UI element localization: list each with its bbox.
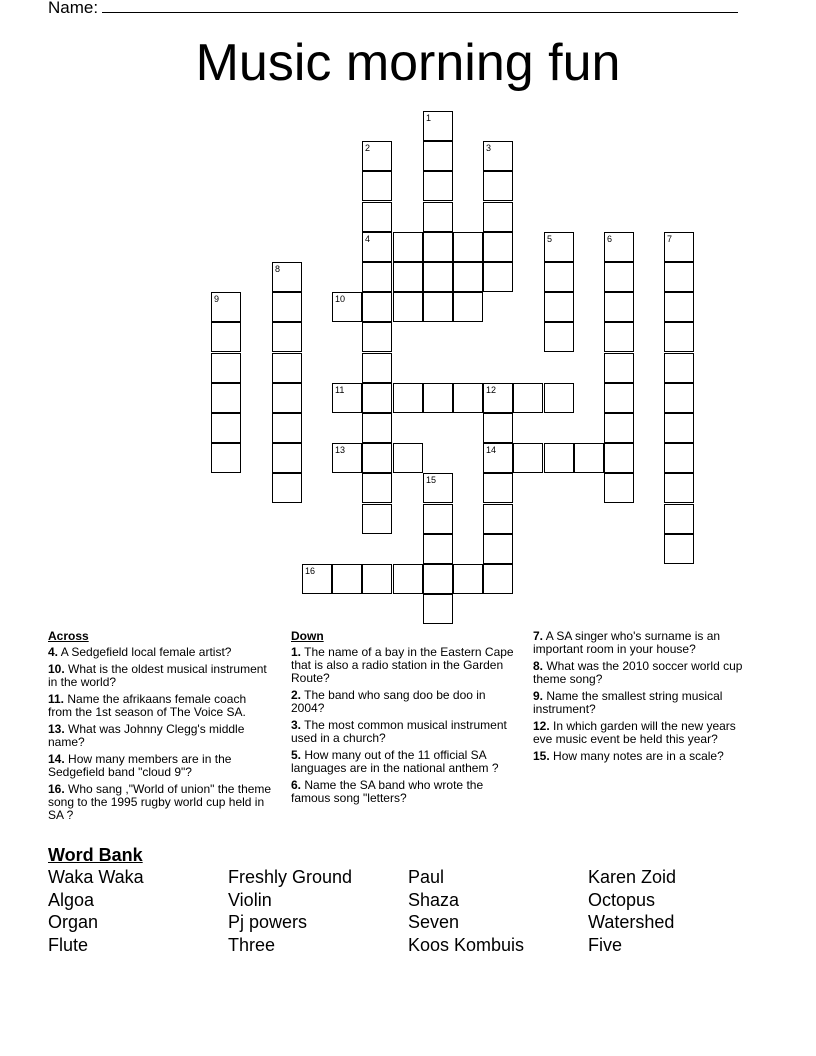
- clue-item: [533, 660, 758, 686]
- grid-cell[interactable]: [664, 504, 694, 534]
- grid-cell[interactable]: [604, 232, 634, 262]
- word-bank-item: Freshly Ground: [228, 867, 353, 887]
- clue-number: 10: [335, 294, 346, 304]
- clue-number: 4: [365, 234, 371, 244]
- grid-cell[interactable]: [423, 564, 453, 594]
- grid-cell[interactable]: [272, 322, 302, 352]
- grid-cell[interactable]: [544, 292, 574, 322]
- clue-number: 14: [486, 445, 497, 455]
- clue-number: 9: [214, 294, 220, 304]
- clue-number-label: 1.: [291, 645, 302, 659]
- clue-number-label: 9.: [533, 689, 544, 703]
- clue-text: The most common musical instrument used in a church?: [291, 718, 507, 745]
- grid-cell[interactable]: [453, 262, 483, 292]
- grid-cell[interactable]: [483, 232, 513, 262]
- grid-cell[interactable]: [393, 383, 423, 413]
- grid-cell[interactable]: [362, 564, 392, 594]
- grid-cell[interactable]: [664, 413, 694, 443]
- grid-cell[interactable]: [423, 292, 453, 322]
- grid-cell[interactable]: [664, 262, 694, 292]
- grid-cell[interactable]: [302, 564, 332, 594]
- clue-text: Name the SA band who wrote the famous song "letters?: [291, 778, 484, 805]
- word-bank-item: Waka Waka: [48, 867, 144, 887]
- clue-text: A SA singer who's surname is an important room in your house?: [533, 629, 721, 656]
- clue-item: [291, 779, 519, 805]
- clue-text: Name the smallest string musical instrument?: [533, 689, 723, 716]
- page-title: Music morning fun: [195, 34, 621, 92]
- word-bank-item: Five: [588, 935, 623, 956]
- clue-number-label: 16.: [48, 782, 65, 796]
- grid-cell[interactable]: [362, 473, 392, 503]
- word-bank-item: Karen Zoid: [588, 867, 677, 887]
- word-bank-item: Seven: [408, 912, 460, 933]
- grid-cell[interactable]: [211, 322, 241, 352]
- clue-text: How many out of the 11 official SA languages are in the national anthem ?: [291, 748, 499, 775]
- down-clue-list: [291, 646, 519, 805]
- clue-item: [48, 693, 273, 719]
- grid-cell[interactable]: [544, 232, 574, 262]
- clue-number-label: 2.: [291, 688, 302, 702]
- grid-cell[interactable]: [362, 292, 392, 322]
- word-bank-item: Octopus: [588, 889, 656, 910]
- across-clue-list: [48, 646, 273, 822]
- word-bank-item: Flute: [48, 935, 89, 956]
- clue-number-label: 5.: [291, 748, 302, 762]
- grid-cell[interactable]: [544, 383, 574, 413]
- clue-item: [533, 630, 758, 656]
- word-bank-item: Paul: [408, 867, 445, 887]
- clue-text: Who sang ,"World of union" the theme song to the 1995 rugby world cup held in SA ?: [48, 782, 272, 822]
- grid-cell[interactable]: [664, 353, 694, 383]
- grid-cell[interactable]: [604, 292, 634, 322]
- grid-cell[interactable]: [664, 443, 694, 473]
- clue-number-label: 15.: [533, 749, 550, 763]
- grid-cell[interactable]: [453, 564, 483, 594]
- clue-number: 16: [305, 566, 316, 576]
- down-header: Down: [291, 629, 324, 643]
- clue-item: [533, 720, 758, 746]
- grid-cell[interactable]: [664, 383, 694, 413]
- across-clues: [48, 630, 273, 826]
- grid-cell[interactable]: [664, 322, 694, 352]
- grid-cell[interactable]: [604, 322, 634, 352]
- clue-item: [291, 646, 519, 685]
- grid-cell[interactable]: [423, 232, 453, 262]
- grid-cell[interactable]: [423, 504, 453, 534]
- grid-cell[interactable]: [393, 262, 423, 292]
- clue-item: [291, 719, 519, 745]
- clue-item: [533, 690, 758, 716]
- clue-number-label: 3.: [291, 718, 302, 732]
- grid-cell[interactable]: [211, 383, 241, 413]
- clue-text: What was the 2010 soccer world cup theme song?: [533, 659, 743, 686]
- grid-cell[interactable]: [362, 322, 392, 352]
- clue-text: In which garden will the new years eve music event be held this year?: [533, 719, 736, 746]
- grid-cell[interactable]: [423, 141, 453, 171]
- grid-cell[interactable]: [423, 202, 453, 232]
- grid-cell[interactable]: [362, 383, 392, 413]
- clue-item: [48, 646, 273, 659]
- clue-number: 5: [547, 234, 553, 244]
- grid-cell[interactable]: [362, 262, 392, 292]
- clue-number-label: 12.: [533, 719, 550, 733]
- grid-cell[interactable]: [423, 262, 453, 292]
- grid-cell[interactable]: [483, 443, 513, 473]
- clue-number: 2: [365, 143, 371, 153]
- clue-number-label: 10.: [48, 662, 65, 676]
- word-bank-item: Pj powers: [228, 912, 308, 933]
- clue-text: The name of a bay in the Eastern Cape that is also a radio station in the Garden Route?: [291, 645, 514, 685]
- grid-cell[interactable]: [664, 232, 694, 262]
- grid-cell[interactable]: [423, 534, 453, 564]
- clue-number: 6: [607, 234, 613, 244]
- down-clues-continued: [533, 630, 758, 767]
- grid-cell[interactable]: [604, 473, 634, 503]
- grid-cell[interactable]: [272, 383, 302, 413]
- grid-cell[interactable]: [513, 383, 543, 413]
- clue-number: 12: [486, 385, 497, 395]
- grid-cell[interactable]: [604, 443, 634, 473]
- grid-cell[interactable]: [453, 383, 483, 413]
- clue-text: What is the oldest musical instrument in the world?: [48, 662, 267, 689]
- grid-cell[interactable]: [362, 202, 392, 232]
- grid-cell[interactable]: [483, 171, 513, 201]
- grid-cell[interactable]: [393, 443, 423, 473]
- grid-cell[interactable]: [483, 413, 513, 443]
- grid-cell[interactable]: [362, 171, 392, 201]
- grid-cell[interactable]: [272, 262, 302, 292]
- across-header: Across: [48, 629, 89, 643]
- clue-text: Name the afrikaans female coach from the 1st season of The Voice SA.: [48, 692, 247, 719]
- grid-cell[interactable]: [362, 141, 392, 171]
- clue-number: 11: [335, 385, 345, 395]
- grid-cell[interactable]: [664, 292, 694, 322]
- grid-cell[interactable]: [544, 322, 574, 352]
- clue-text: What was Johnny Clegg's middle name?: [48, 722, 245, 749]
- clue-item: [291, 749, 519, 775]
- grid-cell[interactable]: [483, 473, 513, 503]
- word-bank-item: Algoa: [48, 889, 95, 910]
- word-bank-item: Watershed: [588, 912, 675, 933]
- grid-cell[interactable]: [272, 443, 302, 473]
- clue-number: 13: [335, 445, 346, 455]
- grid-cell[interactable]: [362, 353, 392, 383]
- grid-cell[interactable]: [483, 262, 513, 292]
- grid-cell[interactable]: [664, 473, 694, 503]
- grid-cell[interactable]: [483, 383, 513, 413]
- clue-number-label: 4.: [48, 645, 59, 659]
- grid-cell[interactable]: [272, 413, 302, 443]
- grid-cell[interactable]: [211, 413, 241, 443]
- clue-number-label: 8.: [533, 659, 544, 673]
- grid-cell[interactable]: [362, 232, 392, 262]
- grid-cell[interactable]: [332, 292, 362, 322]
- grid-cell[interactable]: [423, 171, 453, 201]
- grid-cell[interactable]: [544, 443, 574, 473]
- grid-cell[interactable]: [423, 594, 453, 624]
- grid-cell[interactable]: [362, 504, 392, 534]
- grid-cell[interactable]: [362, 413, 392, 443]
- clue-number: 7: [667, 234, 673, 244]
- grid-cell[interactable]: [211, 353, 241, 383]
- clue-item: [533, 750, 758, 763]
- clue-number-label: 6.: [291, 778, 302, 792]
- clue-number: 15: [426, 475, 437, 485]
- grid-cell[interactable]: [664, 534, 694, 564]
- clue-item: [48, 663, 273, 689]
- down-clue-list-continued: [533, 630, 758, 763]
- grid-cell[interactable]: [423, 473, 453, 503]
- grid-cell[interactable]: [483, 534, 513, 564]
- word-bank-item: Koos Kombuis: [408, 935, 525, 956]
- clue-text: A Sedgefield local female artist?: [58, 645, 232, 659]
- clue-item: [48, 783, 273, 822]
- grid-cell[interactable]: [483, 564, 513, 594]
- grid-cell[interactable]: [272, 353, 302, 383]
- clue-number-label: 11.: [48, 692, 65, 706]
- word-bank-item: Organ: [48, 912, 99, 933]
- clue-text: How many members are in the Sedgefield band "cloud 9"?: [48, 752, 232, 779]
- grid-cell[interactable]: [272, 473, 302, 503]
- word-bank-item: Violin: [228, 889, 272, 910]
- grid-cell[interactable]: [393, 564, 423, 594]
- clue-item: [48, 753, 273, 779]
- word-bank-item: Shaza: [408, 889, 460, 910]
- grid-cell[interactable]: [604, 262, 634, 292]
- clue-number: 1: [426, 113, 432, 123]
- grid-cell[interactable]: [513, 443, 543, 473]
- clue-text: The band who sang doo be doo in 2004?: [291, 688, 486, 715]
- grid-cell[interactable]: [483, 141, 513, 171]
- clue-number-label: 13.: [48, 722, 65, 736]
- grid-cell[interactable]: [332, 443, 362, 473]
- clue-number: 3: [486, 143, 492, 153]
- grid-cell[interactable]: [574, 443, 604, 473]
- grid-cell[interactable]: [393, 292, 423, 322]
- grid-cell[interactable]: [362, 443, 392, 473]
- grid-cell[interactable]: [423, 111, 453, 141]
- grid-cell[interactable]: [332, 383, 362, 413]
- clue-number-label: 7.: [533, 629, 544, 643]
- grid-cell[interactable]: [453, 292, 483, 322]
- grid-cell[interactable]: [544, 262, 574, 292]
- grid-cell[interactable]: [423, 383, 453, 413]
- grid-cell[interactable]: [604, 353, 634, 383]
- grid-cell[interactable]: [483, 504, 513, 534]
- grid-cell[interactable]: [453, 232, 483, 262]
- grid-cell[interactable]: [604, 413, 634, 443]
- down-clues: [291, 630, 519, 809]
- word-bank-title: Word Bank: [48, 845, 143, 865]
- clue-text: How many notes are in a scale?: [549, 749, 724, 763]
- grid-cell[interactable]: [211, 443, 241, 473]
- grid-cell[interactable]: [393, 232, 423, 262]
- word-bank-item: Three: [228, 935, 276, 956]
- grid-cell[interactable]: [211, 292, 241, 322]
- grid-cell[interactable]: [332, 564, 362, 594]
- clue-number-label: 14.: [48, 752, 65, 766]
- name-label: Name:: [48, 0, 99, 17]
- clue-number: 8: [275, 264, 281, 274]
- grid-cell[interactable]: [483, 202, 513, 232]
- grid-cell[interactable]: [272, 292, 302, 322]
- grid-cell[interactable]: [604, 383, 634, 413]
- clue-item: [48, 723, 273, 749]
- clue-item: [291, 689, 519, 715]
